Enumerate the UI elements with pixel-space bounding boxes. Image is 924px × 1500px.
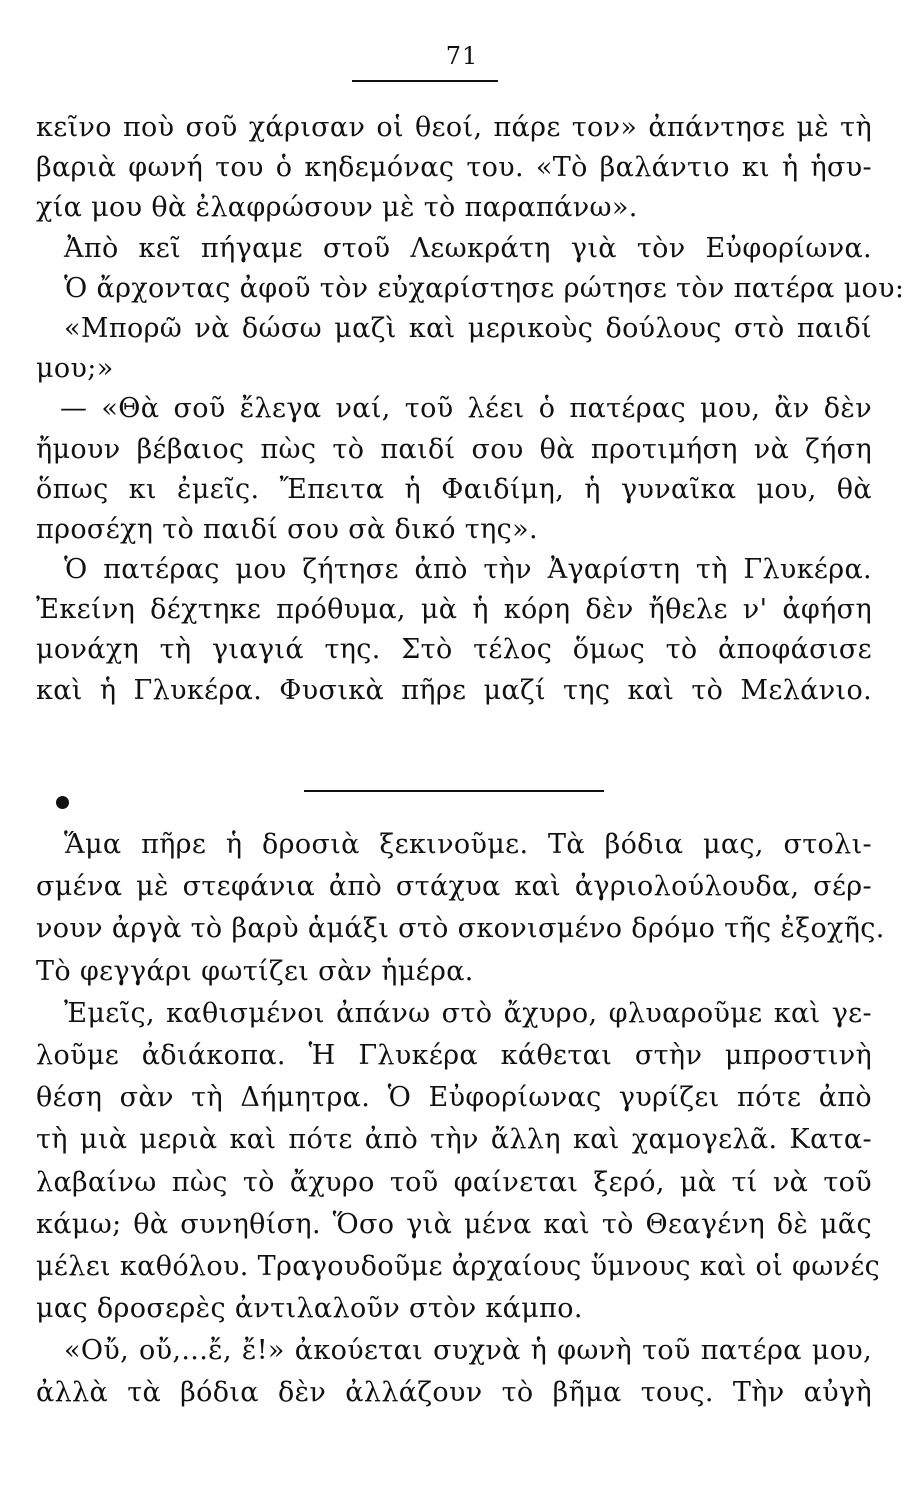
text-line: Ἐμεῖς, καθισμένοι ἀπάνω στὸ ἄχυρο, φλυαροῦμε καὶ γε- <box>64 997 872 1029</box>
text-line: μου;» <box>36 353 114 385</box>
text-line: Ἅμα πῆρε ἡ δροσιὰ ξεκινοῦμε. Τὰ βόδια μας, στολι- <box>64 829 872 860</box>
text-line: χία μου θὰ ἐλαφρώσουν μὲ τὸ παραπάνω». <box>36 192 638 224</box>
text-line: Ὁ πατέρας μου ζήτησε ἀπὸ τὴν Ἀγαρίστη τὴ Γλυκέρα. <box>64 554 872 586</box>
text-section-1 <box>36 108 905 711</box>
text-line: μέλει καθόλου. Τραγουδοῦμε ἀρχαίους ὕμνους καὶ οἱ φωνές <box>36 1250 881 1282</box>
text-line: μας δροσερὲς ἀντιλαλοῦν στὸν κάμπο. <box>36 1293 583 1325</box>
section-divider <box>304 790 604 792</box>
text-line: Τὸ φεγγάρι φωτίζει σὰν ἡμέρα. <box>36 955 474 987</box>
text-line: κεῖνο ποὺ σοῦ χάρισαν οἱ θεοί, πάρε τον» ἀπάντησε μὲ τὴ <box>36 112 872 143</box>
text-line: ἤμουν βέβαιος πὼς τὸ παιδί σου θὰ προτιμήση νὰ ζήση <box>36 433 872 465</box>
text-line: σμένα μὲ στεφάνια ἀπὸ στάχυα καὶ ἀγριολούλουδα, σέρ- <box>36 871 872 903</box>
page-number: 71 <box>445 42 479 70</box>
text-line: θέση σὰν τὴ Δήμητρα. Ὁ Εὐφορίωνας γυρίζει πότε ἀπὸ <box>36 1082 872 1114</box>
text-line: καὶ ἡ Γλυκέρα. Φυσικὰ πῆρε μαζί της καὶ τὸ Μελάνιο. <box>36 674 872 706</box>
bullet-mark <box>56 796 69 809</box>
text-line: προσέχη τὸ παιδί σου σὰ δικό της». <box>36 513 538 545</box>
text-line: λοῦμε ἀδιάκοπα. Ἡ Γλυκέρα κάθεται στὴν μπροστινὴ <box>36 1039 872 1071</box>
text-line: βαριὰ φωνή του ὁ κηδεμόνας του. «Τὸ βαλάντιο κι ἡ ἡσυ- <box>36 152 872 184</box>
text-line: Ἐκείνη δέχτηκε πρόθυμα, μὰ ἡ κόρη δὲν ἤθελε ν' ἀφήση <box>36 594 872 626</box>
text-line: λαβαίνω πὼς τὸ ἄχυρο τοῦ φαίνεται ξερό, μὰ τί νὰ τοῦ <box>36 1166 872 1198</box>
text-line: Ἀπὸ κεῖ πήγαμε στοῦ Λεωκράτη γιὰ τὸν Εὐφορίωνα. <box>64 232 872 264</box>
text-line: ὅπως κι ἐμεῖς. Ἔπειτα ἡ Φαιδίμη, ἡ γυναῖκα μου, θὰ <box>36 473 872 505</box>
text-line: τὴ μιὰ μεριὰ καὶ πότε ἀπὸ τὴν ἄλλη καὶ χαμογελᾶ. Κατα- <box>36 1124 872 1156</box>
text-line: ἀλλὰ τὰ βόδια δὲν ἀλλάζουν τὸ βῆμα τους. Τὴν αὐγὴ <box>36 1377 872 1409</box>
text-line: Ὁ ἄρχοντας ἀφοῦ τὸν εὐχαρίστησε ρώτησε τὸν πατέρα μου: <box>64 272 905 304</box>
text-section-2 <box>36 824 885 1415</box>
text-line: κάμω; θὰ συνηθίση. Ὅσο γιὰ μένα καὶ τὸ Θεαγένη δὲ μᾶς <box>36 1208 872 1240</box>
text-line: «Οὔ, οὔ,...ἔ, ἔ!» ἀκούεται συχνὰ ἡ φωνὴ τοῦ πατέρα μου, <box>64 1335 872 1367</box>
text-line: μονάχη τὴ γιαγιά της. Στὸ τέλος ὅμως τὸ ἀποφάσισε <box>36 634 872 666</box>
text-line: «Μπορῶ νὰ δώσω μαζὶ καὶ μερικοὺς δούλους στὸ παιδί <box>64 312 872 344</box>
text-line: — «Θὰ σοῦ ἔλεγα ναί, τοῦ λέει ὁ πατέρας μου, ἂν δὲν <box>60 393 872 425</box>
text-line: νουν ἀργὰ τὸ βαρὺ ἁμάξι στὸ σκονισμένο δρόμο τῆς ἐξοχῆς. <box>36 913 885 945</box>
header-rule <box>352 80 498 82</box>
